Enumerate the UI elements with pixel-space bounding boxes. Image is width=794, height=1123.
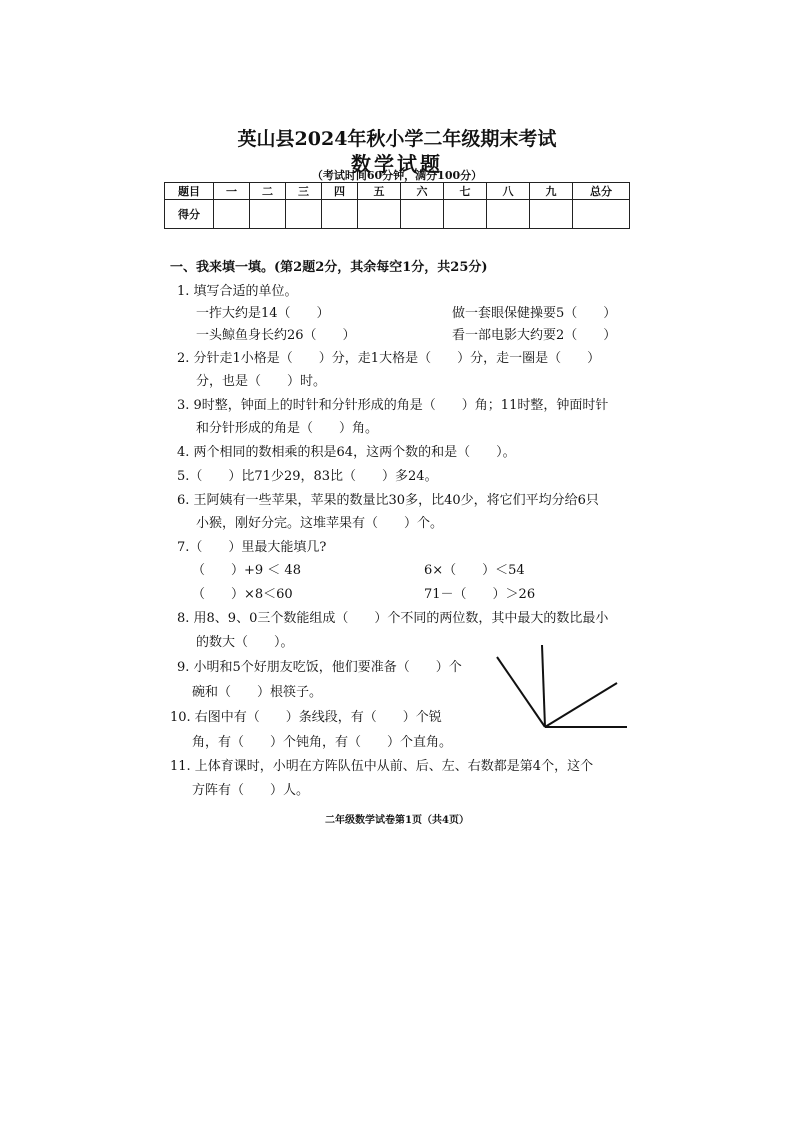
question-1c: 一头鲸鱼身长约26（ ） bbox=[196, 328, 356, 343]
angle-figure bbox=[495, 645, 635, 740]
score-cell[interactable] bbox=[530, 200, 573, 229]
score-cell[interactable] bbox=[401, 200, 444, 229]
score-header-cell: 九 bbox=[530, 183, 573, 200]
question-5: 5.（ ）比71少29，83比（ ）多24。 bbox=[177, 469, 438, 484]
question-9-line-2: 碗和（ ）根筷子。 bbox=[192, 685, 323, 700]
score-table-score-row bbox=[165, 200, 630, 229]
question-1a: 一拃大约是14（ ） bbox=[196, 306, 330, 321]
question-11-line-2: 方阵有（ ）人。 bbox=[192, 783, 310, 798]
question-6-line-1: 6. 王阿姨有一些苹果，苹果的数量比30多，比40少，将它们平均分给6只 bbox=[177, 493, 599, 508]
angle-ray-right-up bbox=[545, 683, 617, 727]
question-2-line-2: 分，也是（ ）时。 bbox=[196, 374, 327, 389]
page-footer: 二年级数学试卷第1页（共4页） bbox=[325, 815, 469, 826]
score-cell[interactable] bbox=[358, 200, 401, 229]
question-4: 4. 两个相同的数相乘的积是64，这两个数的和是（ ）。 bbox=[177, 445, 516, 460]
exam-subtitle: 数学试题 bbox=[351, 152, 443, 176]
score-row-label: 得分 bbox=[165, 200, 214, 229]
score-table-header-row bbox=[165, 183, 630, 200]
score-cell[interactable] bbox=[444, 200, 487, 229]
question-11-line-1: 11. 上体育课时，小明在方阵队伍中从前、后、左、右数都是第4个，这个 bbox=[170, 759, 594, 774]
question-7b: 6×（ ）＜54 bbox=[424, 563, 525, 578]
angle-ray-left bbox=[497, 657, 545, 727]
score-cell[interactable] bbox=[286, 200, 322, 229]
question-8-line-1: 8. 用8、9、0三个数能组成（ ）个不同的两位数，其中最大的数比最小 bbox=[177, 611, 609, 626]
score-header-cell: 总分 bbox=[573, 183, 630, 200]
score-header-cell: 四 bbox=[322, 183, 358, 200]
question-9-line-1: 9. 小明和5个好朋友吃饭，他们要准备（ ）个 bbox=[177, 660, 462, 675]
question-7a: （ ）+9 ＜ 48 bbox=[192, 563, 301, 578]
score-cell[interactable] bbox=[573, 200, 630, 229]
score-header-cell: 六 bbox=[401, 183, 444, 200]
score-header-cell: 三 bbox=[286, 183, 322, 200]
score-header-cell: 一 bbox=[214, 183, 250, 200]
exam-title: 英山县2024年秋小学二年级期末考试 bbox=[237, 128, 557, 150]
score-cell[interactable] bbox=[214, 200, 250, 229]
question-1d: 看一部电影大约要2（ ） bbox=[452, 328, 617, 343]
question-6-line-2: 小猴，刚好分完。这堆苹果有（ ）个。 bbox=[196, 516, 444, 531]
question-10-line-1: 10. 右图中有（ ）条线段，有（ ）个锐 bbox=[170, 710, 442, 725]
score-table bbox=[164, 182, 630, 229]
section-1-heading: 一、我来填一填。(第2题2分，其余每空1分，共25分) bbox=[170, 260, 488, 275]
score-cell[interactable] bbox=[487, 200, 530, 229]
question-8-line-2: 的数大（ ）。 bbox=[196, 635, 294, 650]
score-header-cell: 八 bbox=[487, 183, 530, 200]
score-header-cell: 七 bbox=[444, 183, 487, 200]
question-2-line-1: 2. 分针走1小格是（ ）分，走1大格是（ ）分，走一圈是（ ） bbox=[177, 351, 601, 366]
score-cell[interactable] bbox=[250, 200, 286, 229]
question-1: 1. 填写合适的单位。 bbox=[177, 284, 298, 299]
question-7d: 71－（ ）＞26 bbox=[424, 587, 536, 602]
question-10-line-2: 角，有（ ）个钝角，有（ ）个直角。 bbox=[192, 735, 453, 750]
question-1b: 做一套眼保健操要5（ ） bbox=[452, 306, 617, 321]
score-cell[interactable] bbox=[322, 200, 358, 229]
score-header-cell: 二 bbox=[250, 183, 286, 200]
score-header-cell: 题目 bbox=[165, 183, 214, 200]
exam-info: （考试时间60分钟，满分100分） bbox=[311, 169, 483, 182]
angle-ray-up bbox=[542, 645, 545, 727]
question-7c: （ ）×8＜60 bbox=[192, 587, 293, 602]
question-3-line-2: 和分针形成的角是（ ）角。 bbox=[196, 421, 379, 436]
question-7: 7.（ ）里最大能填几? bbox=[177, 540, 327, 555]
question-3-line-1: 3. 9时整，钟面上的时针和分针形成的角是（ ）角；11时整，钟面时针 bbox=[177, 398, 609, 413]
score-header-cell: 五 bbox=[358, 183, 401, 200]
